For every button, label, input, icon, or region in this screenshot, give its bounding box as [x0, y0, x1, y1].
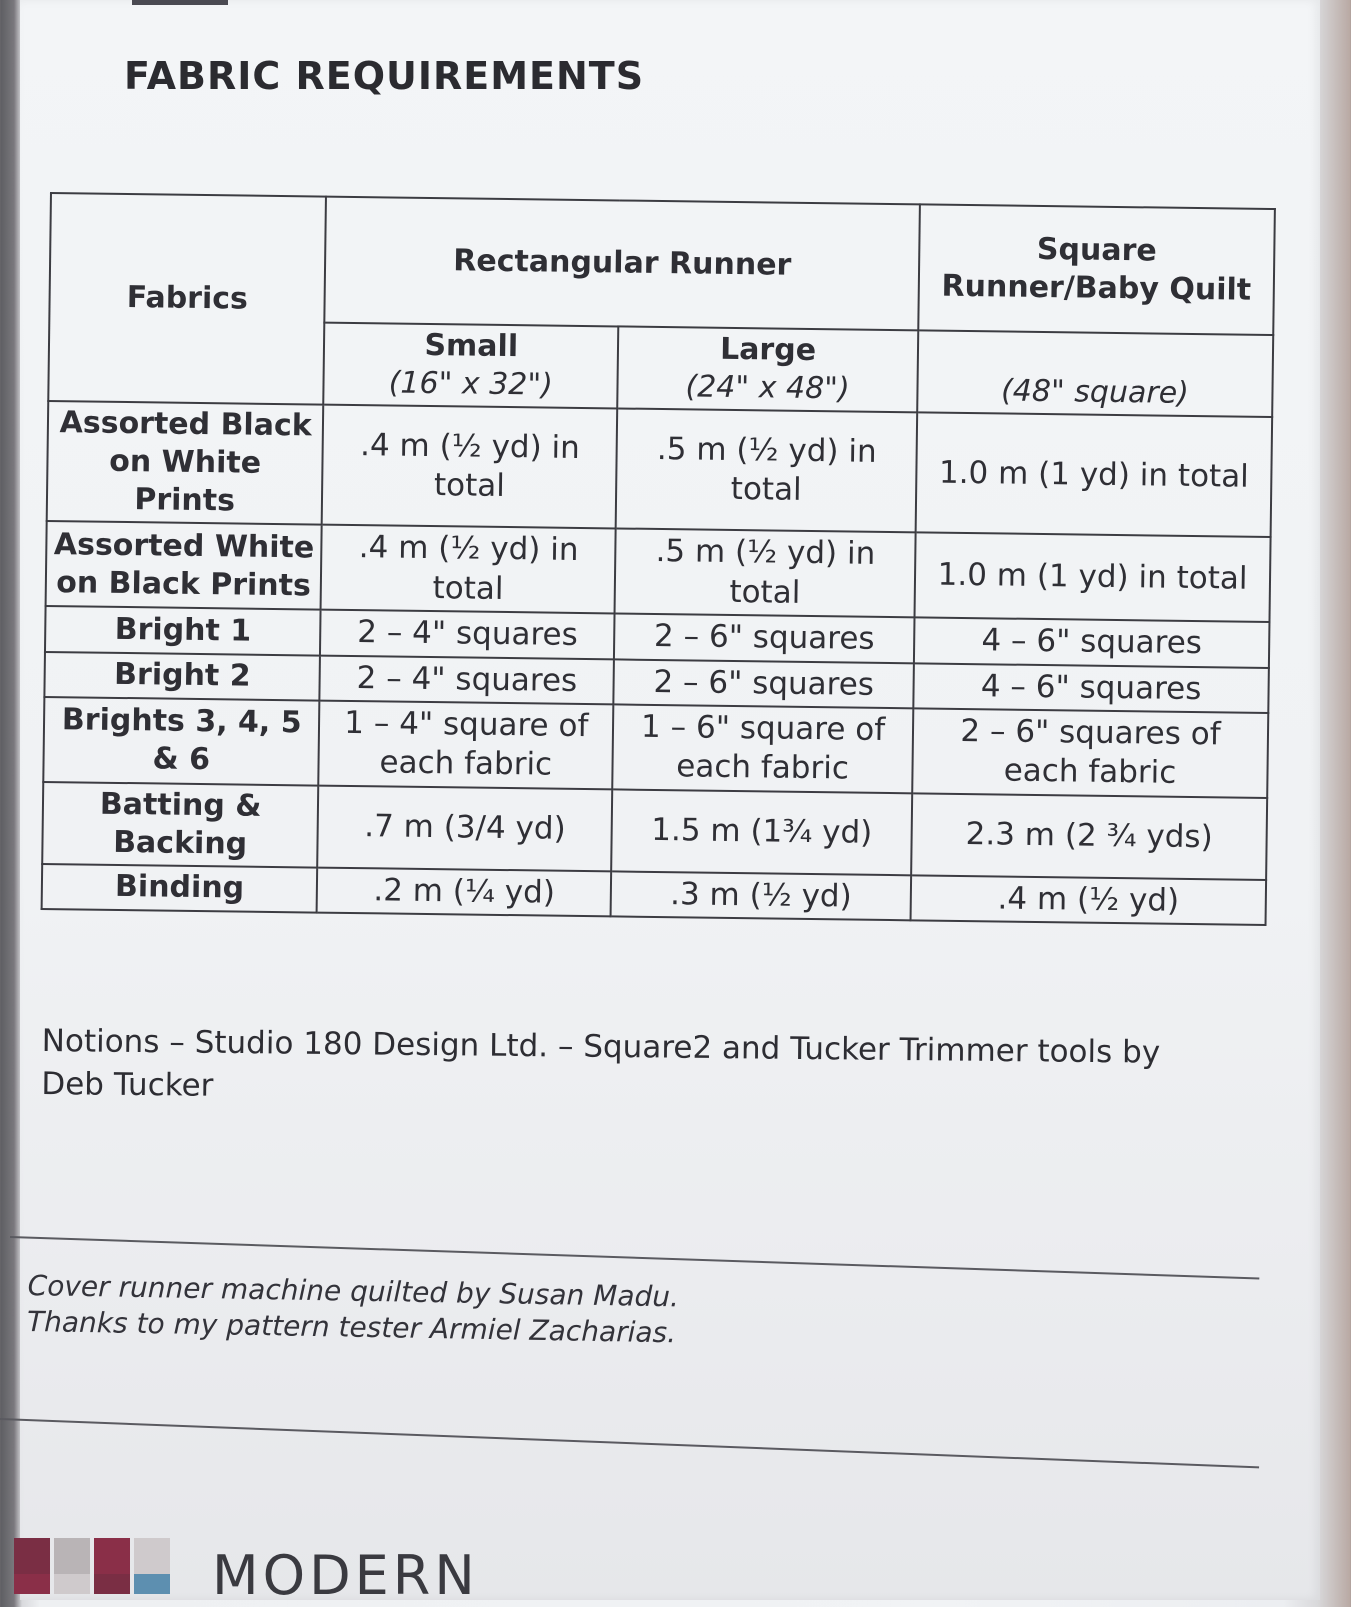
- cell-large: 2 – 6" squares: [613, 659, 913, 708]
- fabric-table-wrapper: [41, 192, 1276, 926]
- table-row: [47, 401, 1272, 537]
- row-fabric-name: Bright 2: [44, 652, 320, 701]
- cell-square: .4 m (½ yd): [911, 875, 1267, 925]
- header-fabrics: Fabrics: [48, 193, 326, 405]
- subheader-large: [617, 326, 918, 412]
- subheader-small-label: Small: [424, 327, 519, 365]
- cell-square: 2 – 6" squares of each fabric: [912, 708, 1268, 797]
- logo-square: [54, 1574, 90, 1594]
- subheader-small-dimensions: (16" x 32"): [388, 365, 554, 403]
- credit-tester: Thanks to my pattern tester Armiel Zacharias.: [26, 1305, 677, 1350]
- top-edge-mark: [132, 0, 228, 5]
- cell-square: 4 – 6" squares: [914, 618, 1270, 668]
- cell-square: 2.3 m (2 ¾ yds): [911, 793, 1267, 880]
- row-fabric-name: Bright 1: [45, 606, 321, 655]
- logo-square: [94, 1574, 130, 1594]
- header-rectangular-runner: Rectangular Runner: [325, 197, 920, 331]
- subheader-square: [917, 330, 1273, 417]
- cell-large: .3 m (½ yd): [611, 871, 911, 920]
- cell-square: 1.0 m (1 yd) in total: [915, 533, 1271, 622]
- logo-square: [134, 1538, 170, 1574]
- cell-large: 1 – 6" square of each fabric: [612, 704, 913, 793]
- row-fabric-name: Assorted White on Black Prints: [46, 521, 322, 609]
- cell-small: .4 m (½ yd) in total: [322, 405, 617, 529]
- cell-square: 4 – 6" squares: [913, 663, 1269, 713]
- notions-text: Notions – Studio 180 Design Ltd. – Square2 and Tucker Trimmer tools by Deb Tucker: [41, 1022, 1161, 1104]
- row-fabric-name: Assorted Black on White Prints: [47, 401, 324, 525]
- cell-large: .5 m (½ yd) in total: [615, 529, 916, 618]
- logo-mark: [14, 1538, 174, 1594]
- logo-wordmark: MODERN: [212, 1544, 479, 1607]
- credits-block: [27, 1268, 680, 1352]
- logo-square: [94, 1538, 130, 1574]
- cell-small: 2 – 4" squares: [320, 655, 614, 704]
- cell-small: .7 m (3/4 yd): [318, 785, 613, 871]
- logo-square: [14, 1538, 50, 1574]
- subheader-small: [324, 323, 619, 409]
- cell-small: .2 m (¼ yd): [317, 867, 611, 916]
- credit-quilter: Cover runner machine quilted by Susan Madu.: [27, 1268, 680, 1314]
- page-heading: FABRIC REQUIREMENTS: [124, 54, 645, 98]
- cell-small: .4 m (½ yd) in total: [321, 525, 616, 614]
- cell-large: 1.5 m (1¾ yd): [611, 789, 912, 875]
- subheader-square-dimensions: (48" square): [1000, 373, 1190, 412]
- cell-small: 1 – 4" square of each fabric: [319, 700, 614, 789]
- divider-lower: [0, 1418, 1259, 1468]
- table-row: [43, 697, 1268, 798]
- row-fabric-name: Binding: [42, 864, 318, 913]
- logo-square: [134, 1574, 170, 1594]
- row-fabric-name: Brights 3, 4, 5 & 6: [43, 697, 319, 785]
- table-header-row: [49, 193, 1275, 335]
- subheader-large-dimensions: (24" x 48"): [685, 369, 850, 407]
- subheader-large-label: Large: [719, 331, 817, 369]
- table-row: [42, 782, 1267, 880]
- logo-square: [14, 1574, 50, 1594]
- cell-large: .5 m (½ yd) in total: [616, 409, 917, 533]
- row-fabric-name: Batting & Backing: [42, 782, 318, 868]
- table-row: [46, 521, 1271, 622]
- header-square-runner: Square Runner/Baby Quilt: [918, 204, 1275, 335]
- cell-small: 2 – 4" squares: [320, 610, 614, 659]
- cell-square: 1.0 m (1 yd) in total: [916, 413, 1273, 538]
- pattern-page: [20, 0, 1320, 1607]
- cell-large: 2 – 6" squares: [614, 614, 914, 663]
- fabric-requirements-table: [41, 192, 1276, 926]
- brand-logo: [14, 1538, 479, 1607]
- logo-square: [54, 1538, 90, 1574]
